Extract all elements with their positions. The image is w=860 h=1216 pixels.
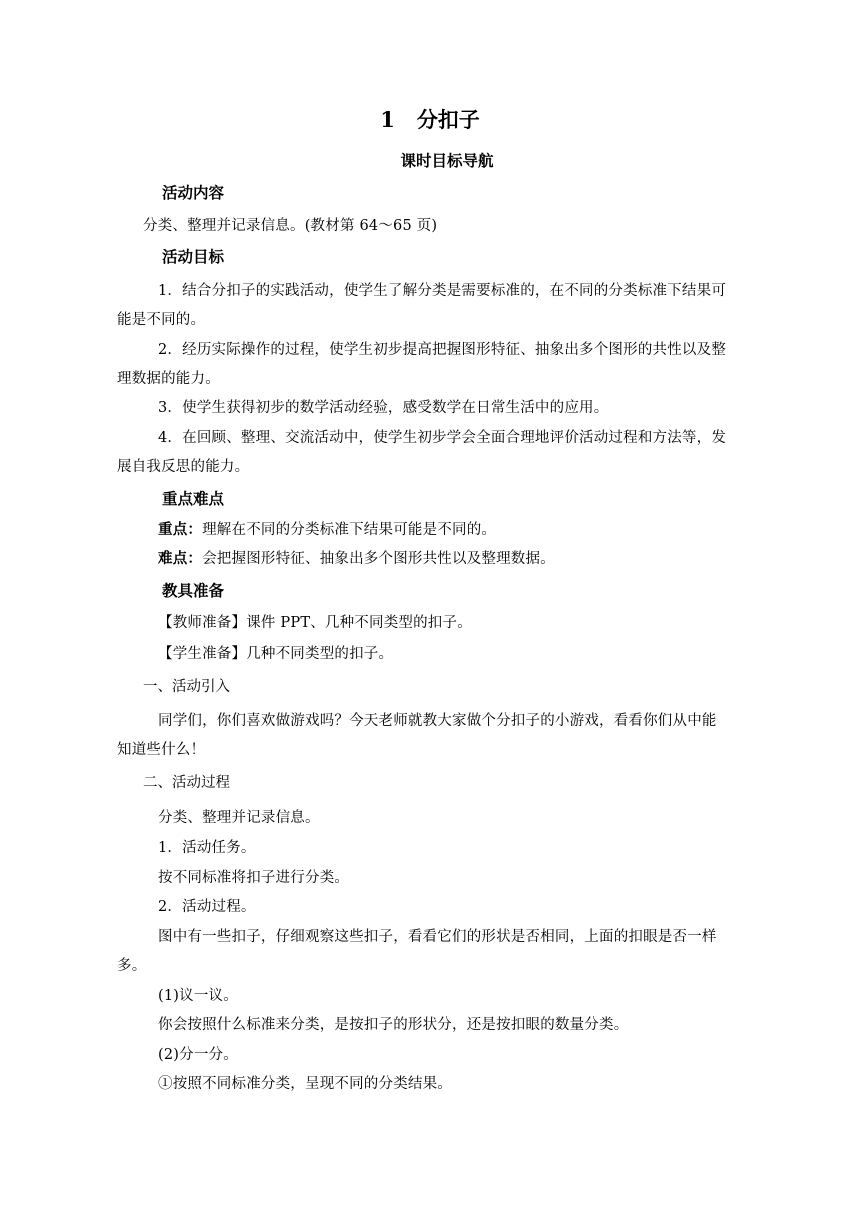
process-p6: (1)议一议。	[158, 988, 238, 1004]
process-p5-line-1: 图中有一些扣子，仔细观察这些扣子，看看它们的形状是否相同，上面的扣眼是否一样	[158, 929, 717, 945]
student-prep: 【学生准备】几种不同类型的扣子。	[158, 646, 394, 662]
goal-2-line-1: 2．经历实际操作的过程，使学生初步提高把握图形特征、抽象出多个图形的共性以及整	[158, 342, 727, 358]
process-p8: (2)分一分。	[158, 1047, 238, 1063]
lesson-title	[0, 106, 860, 134]
lesson-title-text: 分扣子	[416, 108, 480, 132]
activity-content-text: 分类、整理并记录信息。(教材第 64～65 页)	[143, 218, 438, 234]
process-p9: ①按照不同标准分类，呈现不同的分类结果。	[158, 1076, 452, 1092]
key-point-text: 理解在不同的分类标准下结果可能是不同的。	[202, 522, 497, 538]
process-p1: 分类、整理并记录信息。	[158, 810, 320, 826]
heading-activity-goals: 活动目标	[162, 248, 225, 266]
heading-intro: 一、活动引入	[143, 679, 230, 695]
lesson-number: 1	[380, 107, 395, 132]
section-subtitle: 课时目标导航	[400, 152, 494, 170]
process-p7: 你会按照什么标准来分类，是按扣子的形状分，还是按扣眼的数量分类。	[158, 1017, 629, 1033]
goal-4-line-1: 4．在回顾、整理、交流活动中，使学生初步学会全面合理地评价活动过程和方法等，发	[158, 430, 727, 446]
difficult-point-label: 难点：	[158, 551, 203, 567]
goal-3: 3．使学生获得初步的数学活动经验，感受数学在日常生活中的应用。	[158, 400, 609, 416]
difficult-point-text: 会把握图形特征、抽象出多个图形共性以及整理数据。	[202, 551, 555, 567]
goal-1-line-1: 1．结合分扣子的实践活动，使学生了解分类是需要标准的，在不同的分类标准下结果可	[158, 283, 727, 299]
heading-process: 二、活动过程	[143, 775, 230, 791]
process-p3: 按不同标准将扣子进行分类。	[158, 870, 350, 886]
intro-line-1: 同学们，你们喜欢做游戏吗？今天老师就教大家做个分扣子的小游戏，看看你们从中能	[158, 713, 717, 729]
key-point-label: 重点：	[158, 522, 203, 538]
teacher-prep: 【教师准备】课件 PPT、几种不同类型的扣子。	[158, 615, 472, 631]
goal-4-line-2: 展自我反思的能力。	[117, 459, 250, 475]
key-point	[158, 520, 496, 540]
process-p2: 1．活动任务。	[158, 840, 256, 856]
process-p4: 2．活动过程。	[158, 899, 256, 915]
heading-teaching-aids: 教具准备	[162, 582, 225, 600]
process-p5-line-2: 多。	[117, 958, 147, 974]
heading-key-points: 重点难点	[162, 490, 225, 508]
goal-1-line-2: 能是不同的。	[117, 312, 206, 328]
heading-activity-content: 活动内容	[162, 184, 225, 202]
difficult-point	[158, 549, 555, 569]
intro-line-2: 知道些什么！	[117, 742, 206, 758]
goal-2-line-2: 理数据的能力。	[117, 371, 220, 387]
